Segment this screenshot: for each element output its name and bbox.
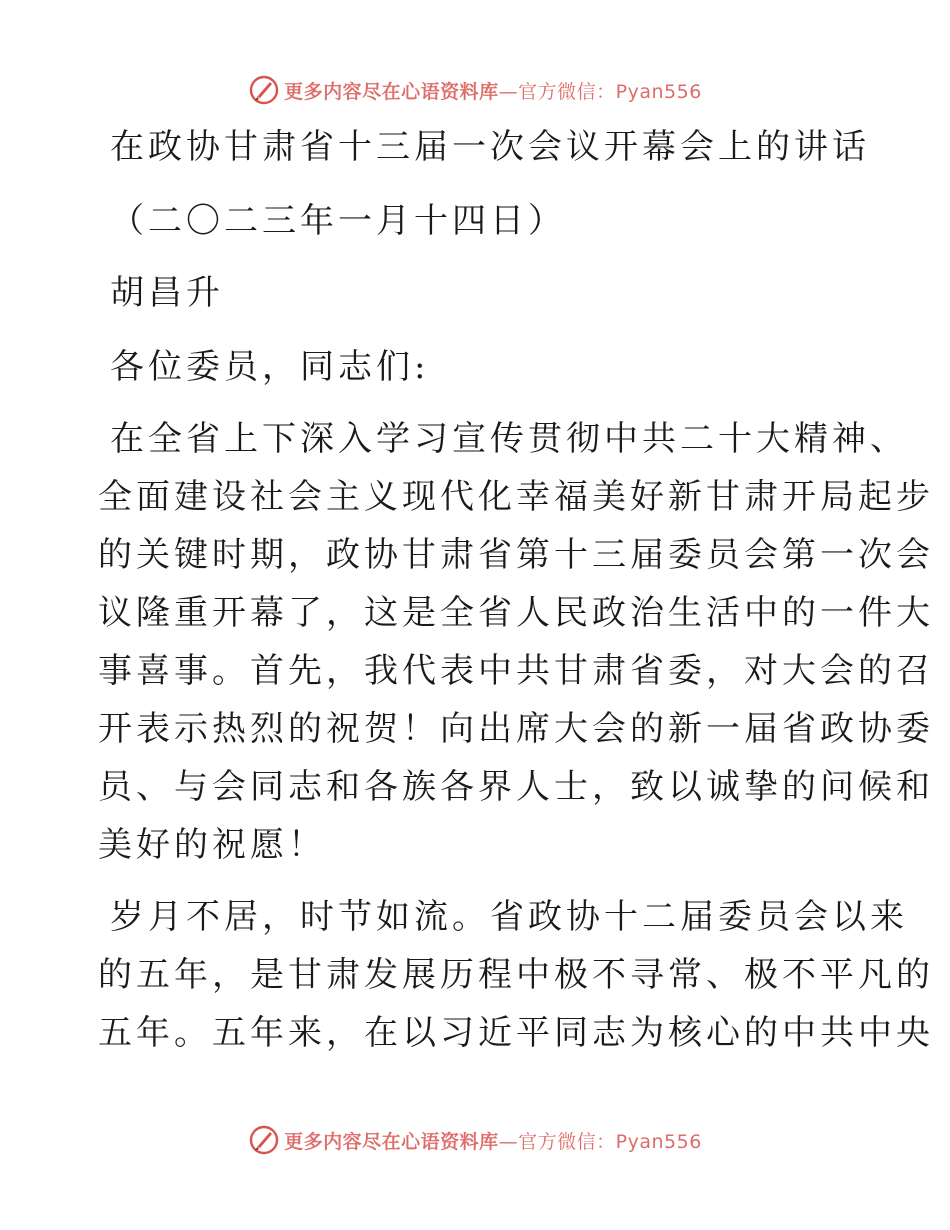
paragraph-line: 议隆重开幕了，这是全省人民政治生活中的一件大 [98, 593, 934, 633]
watermark-header [0, 72, 950, 108]
paragraph-line: 开表示热烈的祝贺！向出席大会的新一届省政协委 [98, 709, 934, 749]
watermark-contact: —官方微信：Pyan556 [498, 80, 702, 103]
paragraph-line: 全面建设社会主义现代化幸福美好新甘肃开局起步 [98, 477, 934, 517]
paragraph-line: 在全省上下深入学习宣传贯彻中共二十大精神、 [110, 419, 908, 459]
quill-circle-icon [248, 74, 280, 106]
paragraph-2 [98, 888, 934, 1062]
document-author: 胡昌升 [110, 273, 224, 313]
watermark-text: 更多内容尽在心语资料库 [284, 80, 499, 103]
paragraph-1 [98, 410, 934, 874]
document-title: 在政协甘肃省十三届一次会议开幕会上的讲话 [110, 127, 870, 167]
quill-circle-icon [248, 1124, 280, 1156]
paragraph-line: 五年。五年来，在以习近平同志为核心的中共中央 [98, 1013, 934, 1053]
paragraph-line: 事喜事。首先，我代表中共甘肃省委，对大会的召 [98, 651, 934, 691]
document-date: （二〇二三年一月十四日） [110, 201, 566, 241]
paragraph-line: 的五年，是甘肃发展历程中极不寻常、极不平凡的 [98, 955, 934, 995]
paragraph-line: 员、与会同志和各族各界人士，致以诚挚的问候和 [98, 767, 934, 807]
paragraph-line: 美好的祝愿！ [98, 825, 326, 865]
watermark-footer [0, 1122, 950, 1158]
document-body [98, 118, 934, 1062]
watermark-contact: —官方微信：Pyan556 [498, 1130, 702, 1153]
paragraph-line: 岁月不居，时节如流。省政协十二届委员会以来 [110, 897, 908, 937]
watermark-text: 更多内容尽在心语资料库 [284, 1130, 499, 1153]
salutation: 各位委员，同志们: [110, 347, 430, 387]
paragraph-line: 的关键时期，政协甘肃省第十三届委员会第一次会 [98, 535, 934, 575]
